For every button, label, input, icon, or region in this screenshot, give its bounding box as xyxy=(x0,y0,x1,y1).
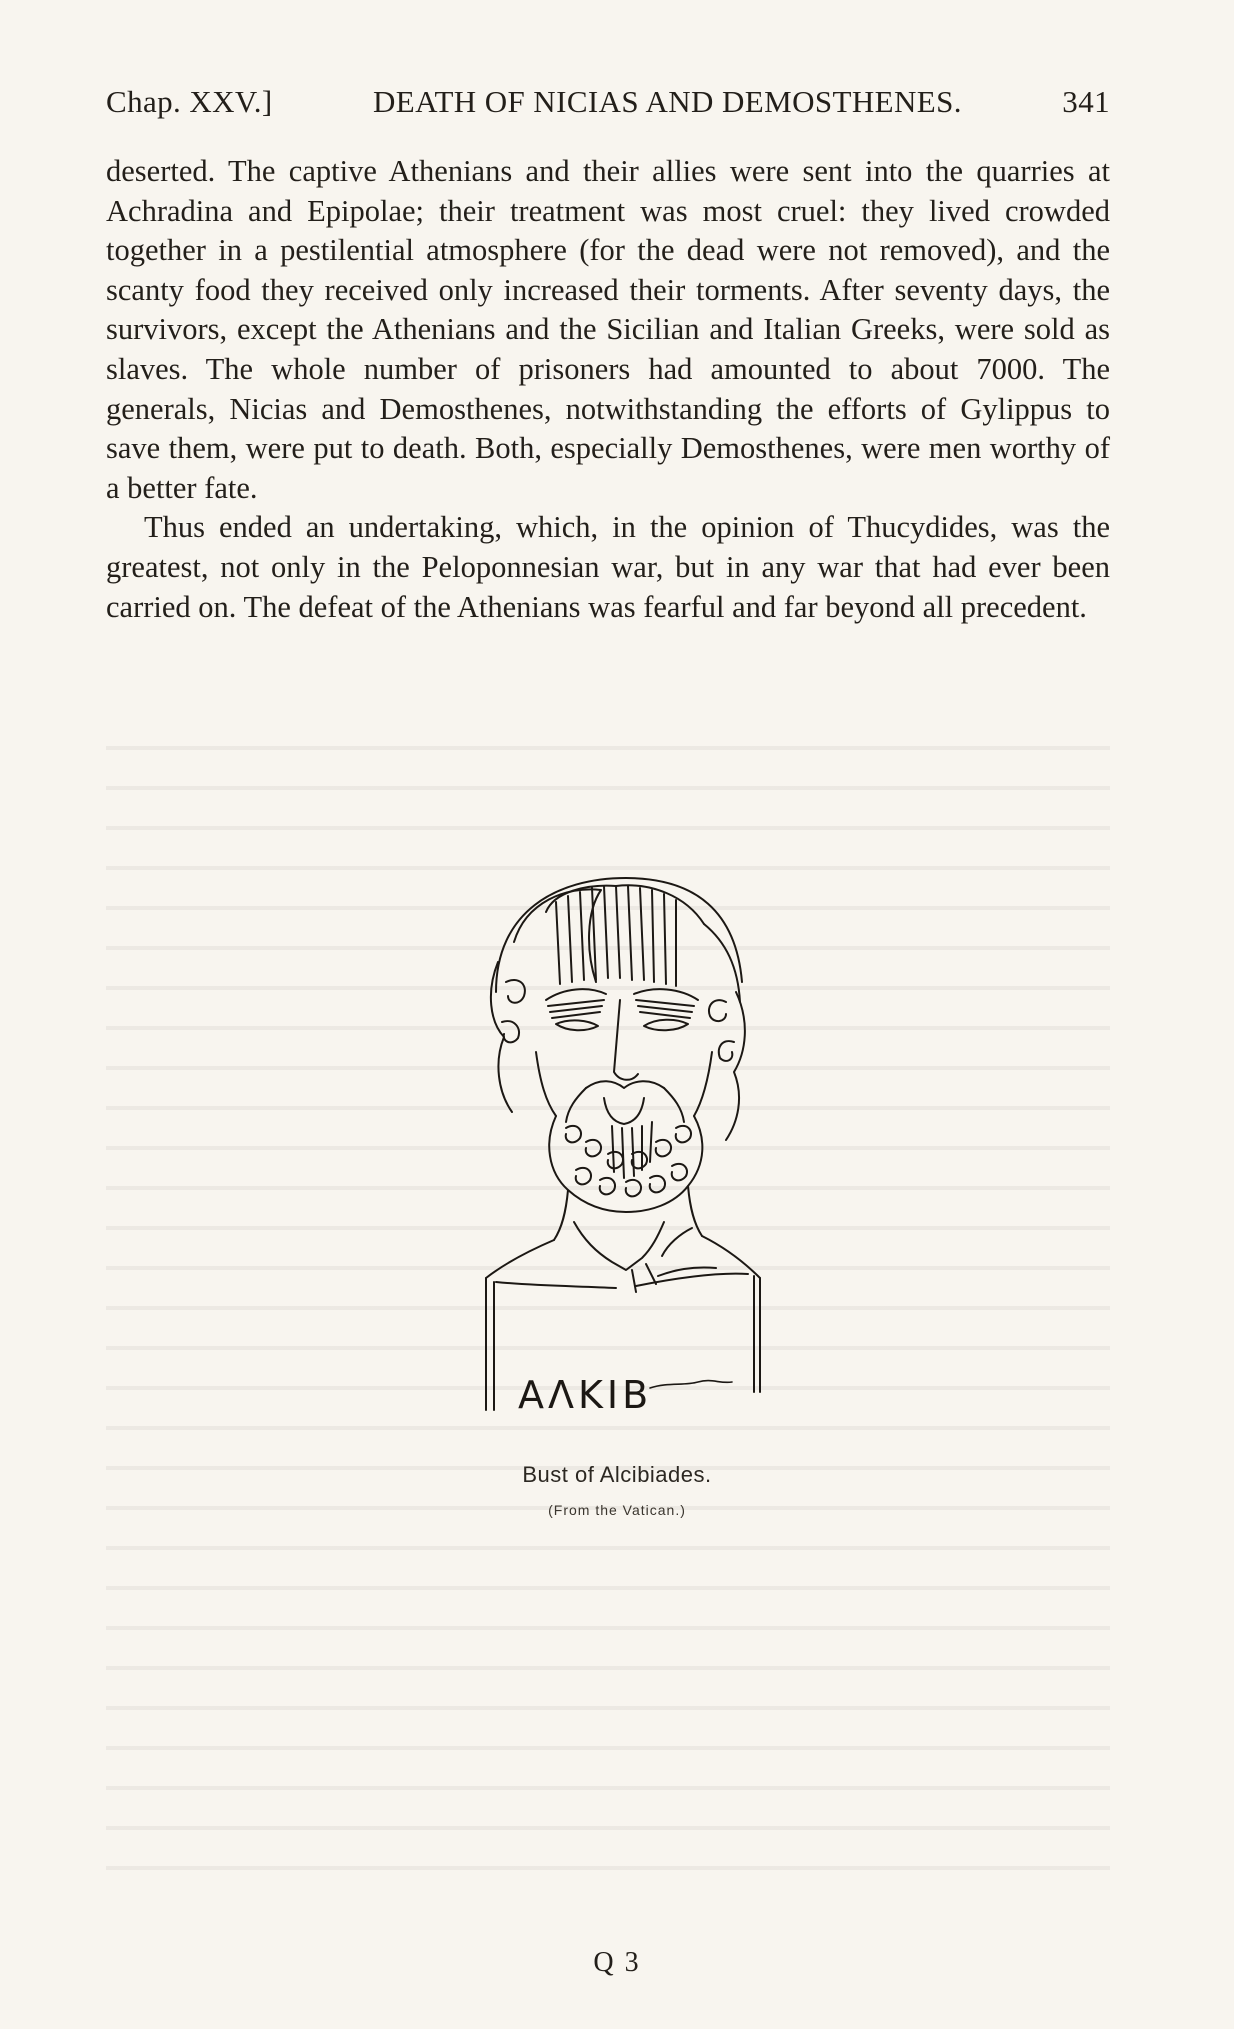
bust-inscription: ΑΛΚΙΒ xyxy=(518,1373,653,1412)
signature-mark: Q 3 xyxy=(593,1947,641,1978)
paragraph: deserted. The captive Athenians and their allies were sent into the quarries at Achradina and Epipolae; their treatment was most cruel: they lived crowded together in a pestilential atmosphere (for the dead were not removed), and the scanty food they received only increased their torments. After seventy days, the survivors, except the Athenians and the Sicilian and Italian Greeks, were sold as slaves. The whole number of prisoners had amounted to about 7000. The generals, Nicias and Demosthenes, notwithstanding the efforts of Gylippus to save them, were put to death. Both, especially Demosthenes, were men worthy of a better fate. xyxy=(106,154,1110,505)
face-lines xyxy=(536,989,712,1116)
hair-curls xyxy=(491,878,745,1140)
paragraph: Thus ended an undertaking, which, in the opinion of Thucydides, was the greatest, not only in the Peloponnesian war, but in any war that had ever been carried on. The defeat of the Athenians was fearful and far beyond all precedent. xyxy=(106,510,1110,624)
body-text xyxy=(106,152,1110,627)
figure-caption: Bust of Alcibiades. xyxy=(522,1462,712,1487)
bust-illustration xyxy=(436,872,816,1412)
page-number: 341 xyxy=(1062,84,1110,119)
figure-source: (From the Vatican.) xyxy=(548,1502,686,1518)
chapter-title: DEATH OF NICIAS AND DEMOSTHENES. xyxy=(372,84,962,119)
beard-curls xyxy=(549,1081,702,1212)
chapter-label: Chap. XXV.] xyxy=(106,84,273,119)
inscription-flourish xyxy=(650,1381,732,1388)
running-header xyxy=(106,84,1110,120)
